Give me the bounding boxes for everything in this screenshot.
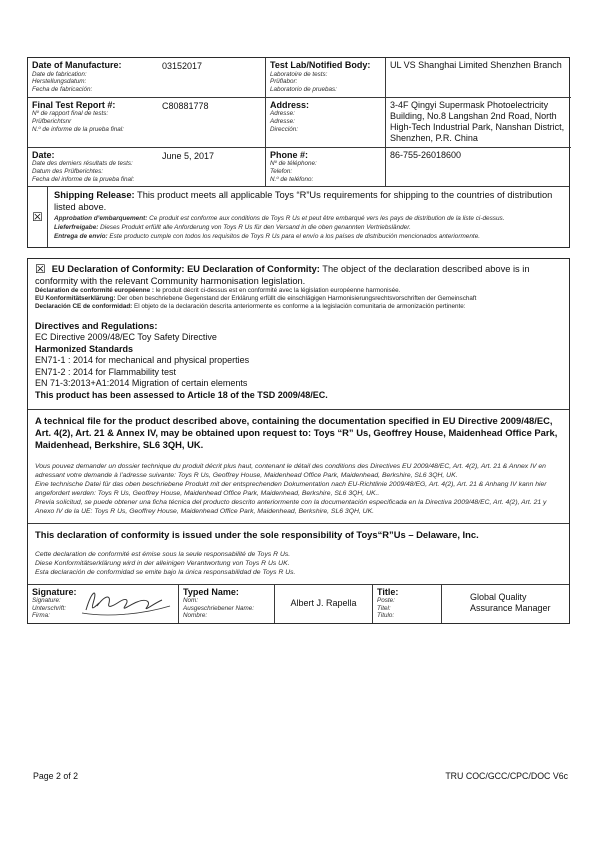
directive-line: EC Directive 2009/48/EC Toy Safety Directive (35, 332, 217, 343)
field-date: Date: Date des derniers résultats de tests: Datum des Prüfberichtes: Fecha del informe de la prueba final: June 5, 2017 (32, 149, 215, 183)
responsibility-translation-fr: Cette declaration de conformité est émise sous la seule responsabilité de Toys R Us. (35, 550, 291, 558)
final-test-report-value: C80881778 (162, 100, 209, 111)
field-date-of-manufacture: Date of Manufacture: Date de fabrication: Herstellungsdatum: Fecha de fabricación: 03152017 (28, 58, 265, 98)
responsibility-section (28, 523, 569, 584)
eu-translation-de: EU Konformitätserklärung: Der oben beschriebene Gegenstand der Erklärung erfüllt die einschlägigen Harmonisierungsrechtsvorschriften der Gemeinschaft (35, 295, 477, 303)
field-final-test-report: Final Test Report #: Nº de rapport final de tests: Prüfberichtsnr N.º de informe de la prueba final: C80881778 (28, 98, 265, 148)
section-gap (27, 248, 570, 258)
eu-declaration-checkbox[interactable]: ☒ (35, 261, 46, 276)
signature-row (28, 584, 569, 624)
date-value: June 5, 2017 (162, 150, 215, 161)
responsibility-statement: This declaration of conformity is issued under the sole responsibility of Toys“R”Us – Delaware, Inc. (35, 528, 479, 540)
document-code: TRU COC/GCC/CPC/DOC V6c (445, 771, 568, 781)
field-test-lab-label: Test Lab/Notified Body: Laboratoire de tests: Prüflabor: Laboratorio de pruebas: (265, 58, 385, 98)
shipping-translation-de: Lieferfreigabe: Dieses Produkt erfüllt alle Anforderung von Toys R Us für den Versand in die oben genannten Vertriebsländer. (54, 224, 411, 232)
responsibility-translation-de: Diese Konformitätserklärung wird in der alleinigen Verantwortung von Toys R Us UK. (35, 559, 290, 567)
eu-translation-fr: Déclaration de conformité européenne : le produit décrit ci-dessus est en conformité avec la législation européenne harmonisée. (35, 287, 401, 295)
signature-field[interactable]: Signature: Signature: Unterschrift: Firma: (28, 585, 178, 624)
title-label-cell: Title: Poste: Titel: Titulo: (372, 585, 441, 624)
date-of-manufacture-value: 03152017 (162, 61, 203, 71)
eu-declaration-section (28, 259, 569, 409)
checked-checkbox-icon: ☒ (32, 209, 43, 224)
shipping-translation-es: Entrega de envío: Este producto cumple con todos los requisitos de Toys R Us para el envío a los países de distribución mencionados anteriormente. (54, 233, 481, 241)
directive-line: EN 71-3:2013+A1:2014 Migration of certain elements (35, 378, 248, 389)
responsibility-translation-es: Esta declaración de conformidad se emite bajo la única responsabilidad de Toys R Us. (35, 568, 296, 576)
eu-translation-es: Declaración CE de conformidad: El objeto de la declaración descrita anteriormente es conforme a la legislación comunitaria de armonización pertinente: (35, 303, 466, 311)
info-table (27, 57, 570, 248)
technical-file-translation-fr: Vous pouvez demander un dossier technique du produit décrit plus haut, contenant le détail des conditions des Directives EU 2009/48/EC, Art. 4(2), Art. 21 & Annex IV en adressant votre demande à l’adresse suivante: Toys R Us, Geoffrey House, Maidenhead Office Park, Maidenhead, Berkshire, SL6 3QH, UK. (35, 462, 546, 479)
page-footer (33, 771, 568, 781)
shipping-release-section (28, 186, 569, 246)
directive-line: EN71-1 : 2014 for mechanical and physical properties (35, 355, 250, 366)
address-value: 3-4F Qingyi Supermask Photoelectricity Building, No.8 Langshan 2nd Road, North High-Tech Industrial Park, Nanshan District, Shenzhen, P.R. China (385, 98, 571, 148)
shipping-release-heading: Shipping Release: This product meets all applicable Toys “R”Us requirements for shipping to the countries of distribution listed above. (54, 190, 553, 213)
technical-file-section (28, 409, 569, 523)
page-number: Page 2 of 2 (33, 771, 78, 781)
assessment-statement: This product has been assessed to Article 18 of the TSD 2009/48/EC. (35, 390, 328, 401)
signature-image (78, 586, 174, 618)
shipping-translation-fr: Approbation d’embarquement: Ce produit est conforme aux conditions de Toys R Us et peut être embarqué vers les pays de distribution de la liste ci-dessus. (54, 214, 505, 222)
directive-line: EN71-2 : 2014 for Flammability test (35, 366, 177, 377)
field-phone-label: Phone #: Nº de téléphone: Telefon: N.º de teléfono: (265, 148, 385, 187)
harmonized-standards-heading: Harmonized Standards (35, 343, 134, 354)
declaration-sections (27, 258, 570, 624)
typed-name-value: Albert J. Rapella (274, 585, 372, 624)
technical-file-translation-de: Eine technische Datei für das oben beschriebene Produkt mit der entsprechenden Dokumentation nach EU-Richtlinie 2009/48/EG, Art. 4(2), Art. 21 & Anhang IV kann hier angefordert werden: Toys R Us, Geoffrey House, Maidenhead Office Park, Maidenhead, Berkshire, SL6 3QH, UK.. (35, 480, 547, 497)
technical-file-statement: A technical file for the product described above, containing the documentation specified in EU Directive 2009/48/EC, Art. 4(2), Art. 21 & Annex IV, may be obtained upon request to: Toys “R” Us, Geoffrey House, Maidenhead Office Park, Maidenhead, Berkshire, SL6 3QH, UK. (35, 414, 558, 451)
typed-name-label-cell: Typed Name: Nom: Ausgeschriebener Name: Nombre: (178, 585, 274, 624)
title-value: Global Quality Assurance Manager (441, 585, 568, 624)
test-lab-value: UL VS Shanghai Limited Shenzhen Branch (385, 58, 571, 98)
phone-value: 86-755-26018600 (385, 148, 571, 187)
directives-heading: Directives and Regulations: (35, 320, 158, 331)
shipping-release-checkbox[interactable] (28, 187, 48, 246)
technical-file-translation-es: Previa solicitud, se puede obtener una ficha técnica del producto descrito anteriormente con la documentación especificada en la Directiva 2009/48/EC, Art. 4(2), Art. 21 y Anexo IV de la UE: Toys R Us, Geoffrey House, Maidenhead Office Park, Maidenhead, Berkshire, SL6 3QH, UK. (35, 498, 547, 515)
declaration-document (27, 57, 570, 624)
field-address-label: Address: Adresse: Adresse: Dirección: (265, 98, 385, 148)
field-label: Date of Manufacture: (32, 60, 122, 70)
eu-declaration-heading: ☒ EU Declaration of Conformity: EU Declaration of Conformity: The object of the declaration described above is in conformity with the relevant Community harmonisation legislation. (35, 261, 530, 286)
